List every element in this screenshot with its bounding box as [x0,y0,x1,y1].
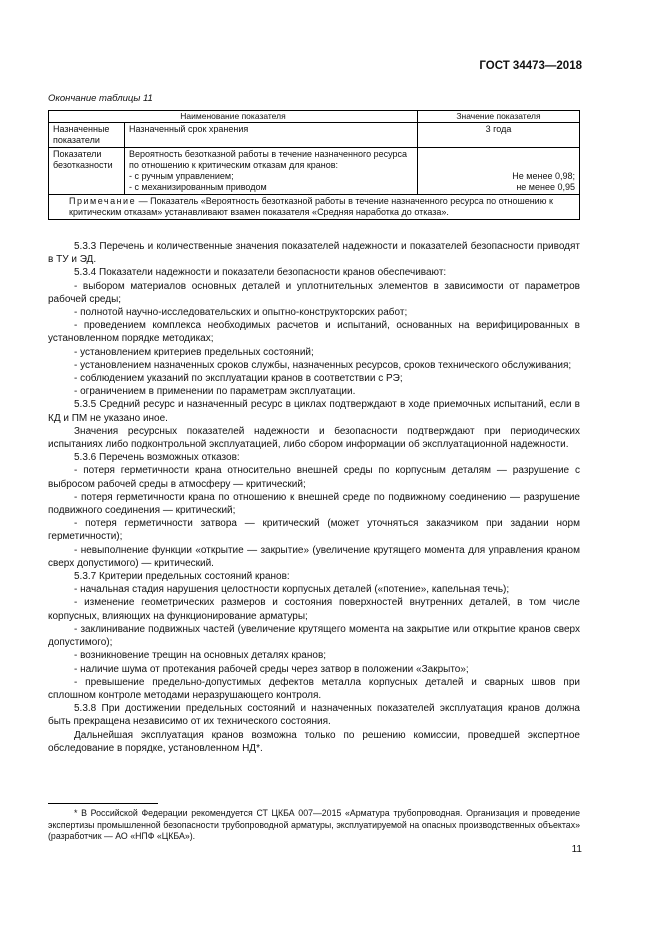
paragraph: Дальнейшая эксплуатация кранов возможна только по решению комиссии, проведшей экспертное обследование в порядке, установленном НД*. [48,729,580,754]
footnote-separator [48,803,158,804]
paragraph: - превышение предельно-допустимых дефектов металла корпусных деталей и сварных швов при сплошном контроле методами неразрушающего контроля. [48,676,580,701]
row-group: Показатели безотказности [49,148,125,195]
page-number: 11 [571,844,582,855]
paragraph: - невыполнение функции «открытие — закрытие» (увеличение крутящего момента для управления краном сверх допустимого) — критический. [48,544,580,569]
footnote: * В Российской Федерации рекомендуется СТ ЦКБА 007—2015 «Арматура трубопроводная. Организация и проведение экспертизы промышленной безопасности трубопроводной арматуры, эксплуатируемой на опасных производственных объектах» (разработчик — АО «НПФ «ЦКБА»). [48,808,580,841]
table-note [49,195,580,220]
paragraph: 5.3.6 Перечень возможных отказов: [74,452,240,464]
paragraph: 5.3.3 Перечень и количественные значения показателей надежности и показателей безопасности приводят в ТУ и ЭД. [48,241,580,266]
paragraph: 5.3.5 Средний ресурс и назначенный ресурс в циклах подтверждают в ходе приемочных испытаний, если в КД и ПМ не указано иное. [48,399,580,424]
row-name-line: Вероятность безотказной работы в течение назначенного ресурса по отношению к критическим отказам для кранов: [129,149,407,170]
row-group: Назначенные показатели [49,123,125,148]
table-caption: Окончание таблицы 11 [48,93,153,104]
row-value: 3 года [418,123,580,148]
paragraph: - проведением комплекса необходимых расчетов и испытаний, основанных на верифицированных в установленном порядке методиках; [48,320,580,345]
table-note-row [49,195,580,220]
paragraph: 5.3.8 При достижении предельных состояний и назначенных показателей эксплуатация кранов должна быть прекращена независимо от их технического состояния. [48,703,580,728]
indicators-table [48,110,580,220]
row-name-line: - с ручным управлением; [129,171,234,181]
paragraph: 5.3.7 Критерии предельных состояний кранов: [74,571,290,583]
paragraph: - установлением критериев предельных состояний; [74,346,314,358]
note-text: — Показатель «Вероятность безотказной работы в течение назначенного ресурса по отношению к критическим отказам» устанавливают взамен показателя «Средняя наработка до отказа». [69,196,553,217]
document-id: ГОСТ 34473—2018 [479,60,582,72]
table-row [49,123,580,148]
paragraph: 5.3.4 Показатели надежности и показатели безопасности кранов обеспечивают: [74,267,447,279]
row-name: Назначенный срок хранения [125,123,418,148]
paragraph: - заклинивание подвижных частей (увеличение крутящего момента на закрытие или открытие кранов сверх допустимого); [48,623,580,649]
row-value-line: Не менее 0,98; [512,171,575,181]
paragraph: - ограничением в применении по параметрам эксплуатации. [74,386,356,398]
paragraph: Значения ресурсных показателей надежности и безопасности подтверждают при периодических испытаниях либо подконтрольной эксплуатацией, либо сбором информации об эксплуатационной надежности. [48,425,580,451]
paragraph: - полнотой научно-исследовательских и опытно-конструкторских работ; [74,307,408,319]
paragraph: - наличие шума от протекания рабочей среды через затвор в положении «Закрыто»; [74,663,469,675]
column-header-name: Наименование показателя [49,111,418,123]
body-text [48,240,580,755]
row-name [125,148,418,195]
row-value-line: не менее 0,95 [516,182,575,192]
row-name-line: - с механизированным приводом [129,182,267,192]
paragraph: - потеря герметичности крана по отношению к внешней среде по подвижному соединению — разрушение подвижного соединения — критический; [48,491,580,517]
paragraph: - потеря герметичности крана относительно внешней среды по корпусным деталям — разрушение с выбросом рабочей среды в атмосферу — критический; [48,465,580,490]
paragraph: - начальная стадия нарушения целостности корпусных деталей («потение», капельная течь); [74,584,510,596]
table-header-row [49,111,580,123]
paragraph: - выбором материалов основных деталей и уплотнительных элементов в зависимости от параметров рабочей среды; [48,280,580,305]
paragraph: - возникновение трещин на основных деталях кранов; [74,650,327,662]
paragraph: - потеря герметичности затвора — критический (может уточняться заказчиком при задании норм герметичности); [48,518,580,543]
column-header-value: Значение показателя [418,111,580,123]
table-row [49,148,580,195]
paragraph: - соблюдением указаний по эксплуатации кранов в соответствии с РЭ; [74,373,403,385]
row-value [418,148,580,195]
paragraph: - установлением назначенных сроков службы, назначенных ресурсов, сроков технического обслуживания; [74,359,572,371]
paragraph: - изменение геометрических размеров и состояния поверхностей внутренних деталей, в том числе корпусных, влияющих на функционирование арматуры; [48,597,580,622]
note-label: Примечание [69,196,137,206]
